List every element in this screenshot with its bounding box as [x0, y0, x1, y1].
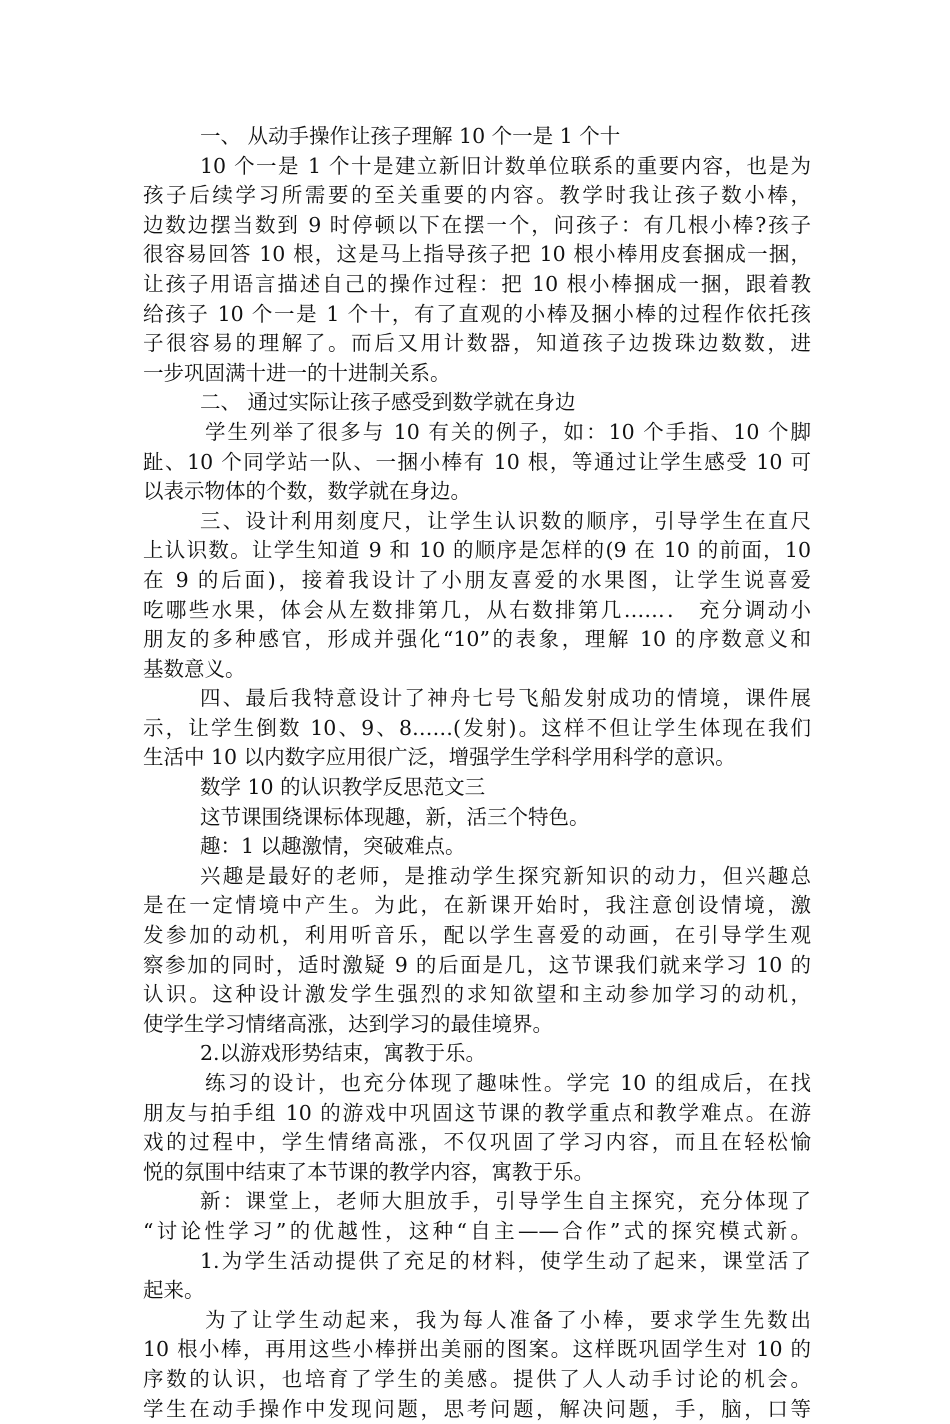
- text-line: 认识。这种设计激发学生强烈的求知欲望和主动参加学习的动机，: [143, 982, 811, 1007]
- text-line: 戏的过程中，学生情绪高涨，不仅巩固了学习内容，而且在轻松愉: [143, 1130, 811, 1155]
- text-line: 朋友的多种感官，形成并强化“10”的表象，理解 10 的序数意义和: [143, 627, 811, 652]
- text-line: 数学 10 的认识教学反思范文三: [200, 775, 486, 800]
- text-line: “讨论性学习”的优越性，这种“自主——合作”式的探究模式新。: [143, 1218, 811, 1243]
- text-line: 朋友与拍手组 10 的游戏中巩固这节课的教学重点和教学难点。在游: [143, 1100, 811, 1125]
- text-line: 三、设计利用刻度尺，让学生认识数的顺序，引导学生在直尺: [200, 508, 811, 533]
- text-line: 生活中 10 以内数字应用很广泛，增强学生学科学用科学的意识。: [143, 745, 736, 770]
- text-line: 上认识数。让学生知道 9 和 10 的顺序是怎样的(9 在 10 的前面，10: [143, 538, 811, 563]
- text-line: 发参加的动机，利用听音乐，配以学生喜爱的动画，在引导学生观: [143, 923, 811, 948]
- text-line: 是在一定情境中产生。为此，在新课开始时，我注意创设情境，激: [143, 893, 811, 918]
- text-line: 为了让学生动起来，我为每人准备了小棒，要求学生先数出: [205, 1307, 811, 1332]
- text-line: 二、 通过实际让孩子感受到数学就在身边: [200, 390, 576, 415]
- text-line: 示，让学生倒数 10、9、8……(发射)。这样不但让学生体现在我们: [143, 715, 811, 740]
- text-line: 学生列举了很多与 10 有关的例子，如：10 个手指、10 个脚: [205, 419, 811, 444]
- text-line: 一、 从动手操作让孩子理解 10 个一是 1 个十: [200, 124, 621, 148]
- text-line: 察参加的同时，适时激疑 9 的后面是几，这节课我们就来学习 10 的: [143, 952, 811, 977]
- text-line: 起来。: [143, 1278, 205, 1303]
- text-line: 兴趣是最好的老师，是推动学生探究新知识的动力，但兴趣总: [200, 863, 811, 888]
- text-line: 孩子后续学习所需要的至关重要的内容。教学时我让孩子数小棒，: [143, 183, 811, 208]
- document-page: [143, 122, 811, 1424]
- text-line: 悦的氛围中结束了本节课的教学内容，寓教于乐。: [143, 1159, 594, 1184]
- text-line: 学生在动手操作中发现问题，思考问题，解决问题，手，脑，口等: [143, 1396, 811, 1421]
- text-line: 序数的认识，也培育了学生的美感。提供了人人动手讨论的机会。: [143, 1366, 811, 1391]
- text-line: 边数边摆当数到 9 时停顿以下在摆一个，问孩子：有几根小棒?孩子: [143, 212, 811, 237]
- text-line: 趾、10 个同学站一队、一捆小棒有 10 根，等通过让学生感受 10 可: [143, 449, 811, 474]
- text-line: 很容易回答 10 根，这是马上指导孩子把 10 根小棒用皮套捆成一捆，: [143, 242, 811, 267]
- text-line: 2.以游戏形势结束，寓教于乐。: [200, 1041, 487, 1066]
- text-line: 1.为学生活动提供了充足的材料，使学生动了起来，课堂活了: [200, 1248, 811, 1273]
- text-line: 新：课堂上，老师大胆放手，引导学生自主探究，充分体现了: [200, 1189, 811, 1214]
- text-line: 吃哪些水果，体会从左数排第几，从右数排第几……． 充分调动小: [143, 597, 811, 622]
- text-line: 在 9 的后面)，接着我设计了小朋友喜爱的水果图，让学生说喜爱: [143, 567, 811, 592]
- text-line: 让孩子用语言描述自己的操作过程：把 10 根小棒捆成一捆，跟着教: [143, 271, 811, 296]
- text-line: 子很容易的理解了。而后又用计数器，知道孩子边拨珠边数数，进: [143, 331, 811, 356]
- text-line: 练习的设计，也充分体现了趣味性。学完 10 的组成后，在找: [205, 1071, 811, 1095]
- text-line: 这节课围绕课标体现趣，新，活三个特色。: [200, 804, 590, 829]
- text-line: 10 根小棒，再用这些小棒拼出美丽的图案。这样既巩固学生对 10 的: [143, 1337, 811, 1362]
- text-line: 一步巩固满十进一的十进制关系。: [143, 360, 451, 385]
- text-line: 四、最后我特意设计了神舟七号飞船发射成功的情境，课件展: [200, 686, 811, 711]
- text-line: 趣：1 以趣激情，突破难点。: [200, 834, 466, 859]
- text-line: 以表示物体的个数，数学就在身边。: [143, 479, 471, 504]
- text-line: 10 个一是 1 个十是建立新旧计数单位联系的重要内容，也是为: [200, 153, 811, 178]
- text-line: 给孩子 10 个一是 1 个十，有了直观的小棒及捆小棒的过程作依托孩: [143, 301, 811, 326]
- text-line: 使学生学习情绪高涨，达到学习的最佳境界。: [143, 1011, 553, 1036]
- text-line: 基数意义。: [143, 656, 246, 681]
